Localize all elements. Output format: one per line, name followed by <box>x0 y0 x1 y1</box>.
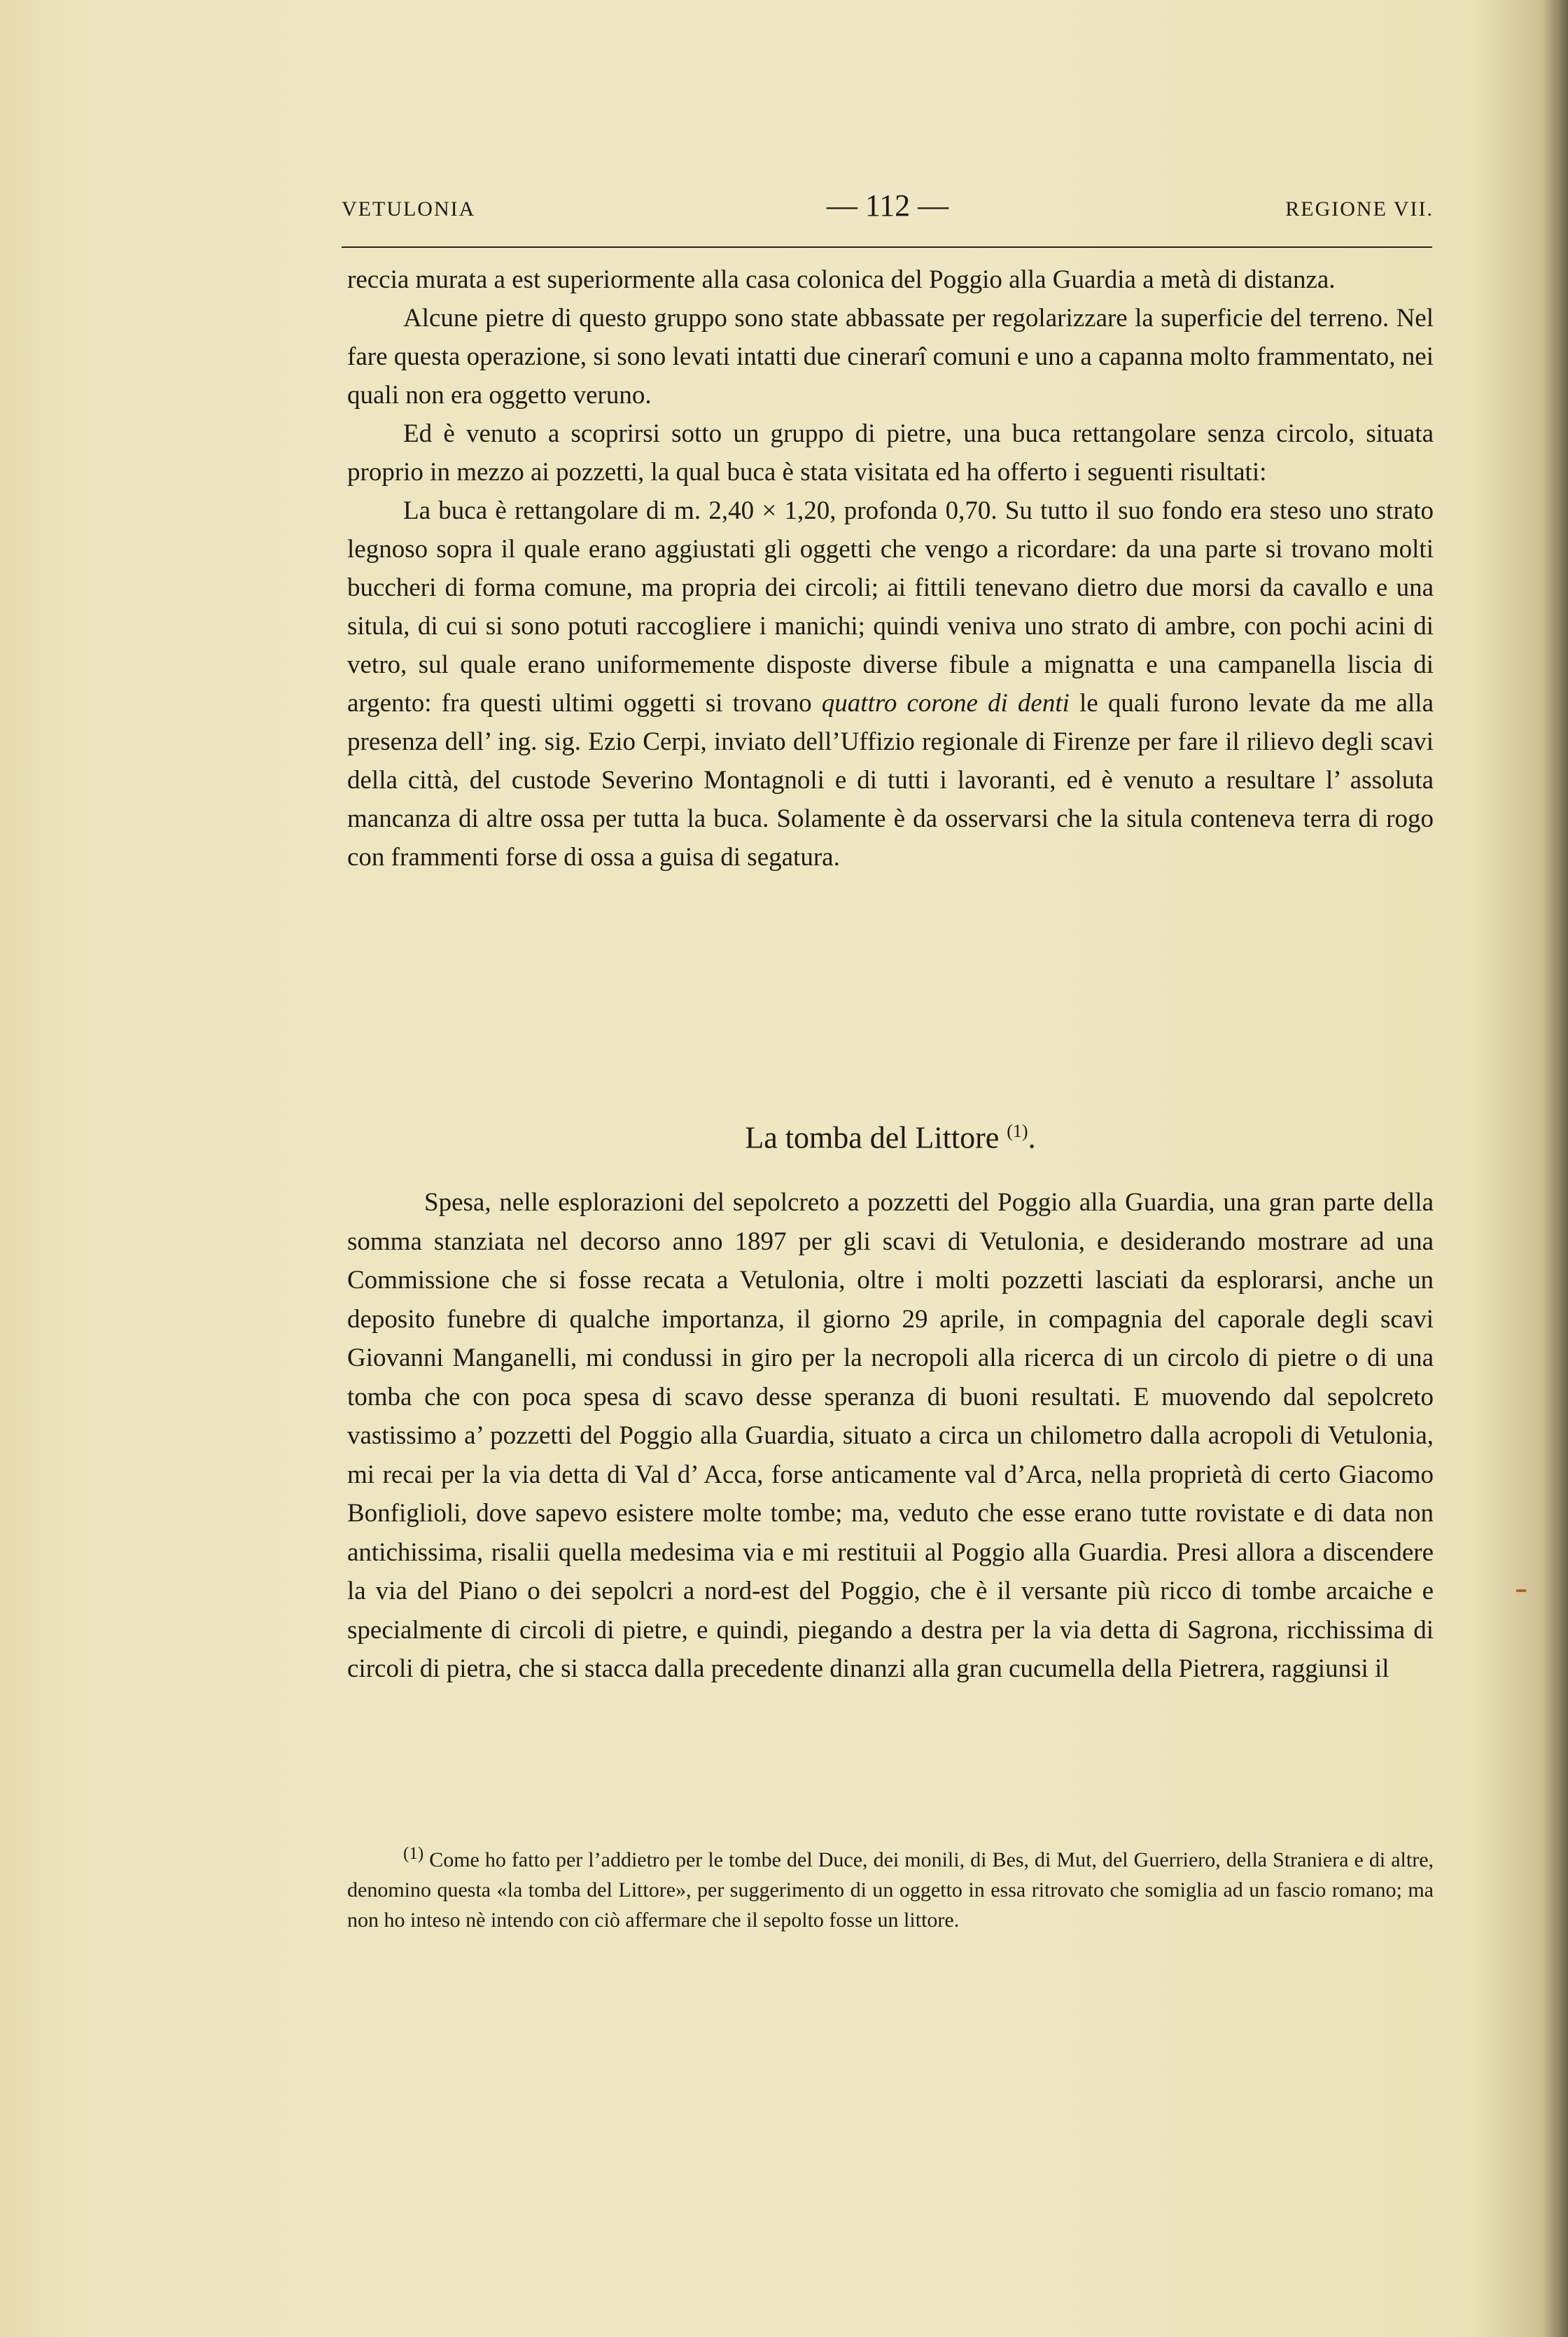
running-title-right: REGIONE VII. <box>1285 197 1434 221</box>
header-rule <box>342 246 1432 248</box>
section-title-end: . <box>1028 1120 1036 1155</box>
body-text-main <box>347 1183 1434 1689</box>
section-note-ref: (1) <box>1007 1121 1028 1141</box>
paragraph-4-part-1: La buca è rettangolare di m. 2,40 × 1,20, profonda 0,70. Su tutto il suo fondo era steso uno strato legnoso sopra il quale erano aggiustati gli oggetti che vengo a ricordare: da una parte si trovano molti buccheri di forma comune, ma propria dei circoli; ai fittili tenevano dietro due morsi da cavallo e una situla, di cui si sono potuti raccogliere i manichi; quindi veniva uno strato di ambre, con pochi acini di vetro, sul quale erano uniformemente disposte diverse fibule a mignatta e una campanella liscia di argento: fra questi ultimi oggetti si trovano <box>347 496 1434 718</box>
paragraph-1: reccia murata a est superiormente alla casa colonica del Poggio alla Guardia a metà di distanza. <box>347 265 1336 294</box>
section-title <box>347 1112 1434 1158</box>
paragraph-4 <box>347 491 1434 877</box>
footnote <box>347 1839 1434 1935</box>
running-title-left: VETULONIA <box>342 197 476 221</box>
footnote-text: Come ho fatto per l’addietro per le tombe del Duce, dei monili, di Bes, di Mut, del Guerriero, della Straniera e di altre, denomino questa «la tomba del Littore», per suggerimento di un oggetto in essa ritrovato che somiglia ad un fascio romano; ma non ho inteso nè intendo con ciò affermare che il sepolto fosse un littore. <box>347 1848 1434 1932</box>
paragraph-main: Spesa, nelle esplorazioni del sepolcreto a pozzetti del Poggio alla Guardia, una gran parte della somma stanziata nel decorso anno 1897 per gli scavi di Vetulonia, e desiderando mostrare ad una Commissione che si fosse recata a Vetulonia, oltre i molti pozzetti lasciati da esplorarsi, anche un deposito funebre di qualche importanza, il giorno 29 aprile, in compagnia del caporale degli scavi Giovanni Manganelli, mi condussi in giro per la necropoli alla ricerca di un circolo di pietre o di una tomba che con poca spesa di scavo desse speranza di buoni resultati. E muovendo dal sepolcreto vastissimo a’ pozzetti del Poggio alla Guardia, situato a circa un chilometro dalla acropoli di Vetulonia, mi recai per la via detta di Val d’ Acca, forse anticamente val d’Arca, nella proprietà di certo Giacomo Bonfiglioli, dove sapevo esistere molte tombe; ma, veduto che esse erano tutte rovistate e di data non antichissima, risalii quella medesima via e mi restituii al Poggio alla Guardia. Presi allora a discendere la via del Piano o dei sepolcri a nord-est del Poggio, che è il versante più ricco di tombe arcaiche e specialmente di circoli di pietre, e quindi, piegando a destra per la via detta di Sagrona, ricchissima di circoli di pietra, che si stacca dalla precedente dinanzi alla gran cucumella della Pietrera, raggiunsi il <box>347 1188 1434 1683</box>
margin-mark <box>1516 1589 1526 1592</box>
book-spine-shadow <box>1543 0 1568 2337</box>
page-number: — 112 — <box>826 188 949 223</box>
paragraph-4-part-2: le quali furono levate da me alla presenza dell’ ing. sig. Ezio Cerpi, inviato dell’Uffizio regionale di Firenze per fare il rilievo degli scavi della città, del custode Severino Montagnoli e di tutti i lavoranti, ed è venuto a resultare l’ assoluta mancanza di altre ossa per tutta la buca. Solamente è da osservarsi che la situla conteneva terra di rogo con frammenti forse di ossa a guisa di segatura. <box>347 689 1434 872</box>
paragraph-4-italic: quattro corone di denti <box>821 689 1070 718</box>
paragraph-2: Alcune pietre di questo gruppo sono state abbassate per regolarizzare la superficie del terreno. Nel fare questa operazione, si sono levati intatti due cinerarî comuni e uno a capanna molto frammentato, nei quali non era oggetto veruno. <box>347 304 1434 410</box>
body-text-top <box>347 260 1434 877</box>
paragraph-3: Ed è venuto a scoprirsi sotto un gruppo di pietre, una buca rettangolare senza circolo, situata proprio in mezzo ai pozzetti, la qual buca è stata visitata ed ha offerto i seguenti risultati: <box>347 419 1434 487</box>
running-header <box>342 188 1434 230</box>
section-title-text: La tomba del Littore <box>745 1120 1000 1155</box>
footnote-marker: (1) <box>403 1844 424 1863</box>
